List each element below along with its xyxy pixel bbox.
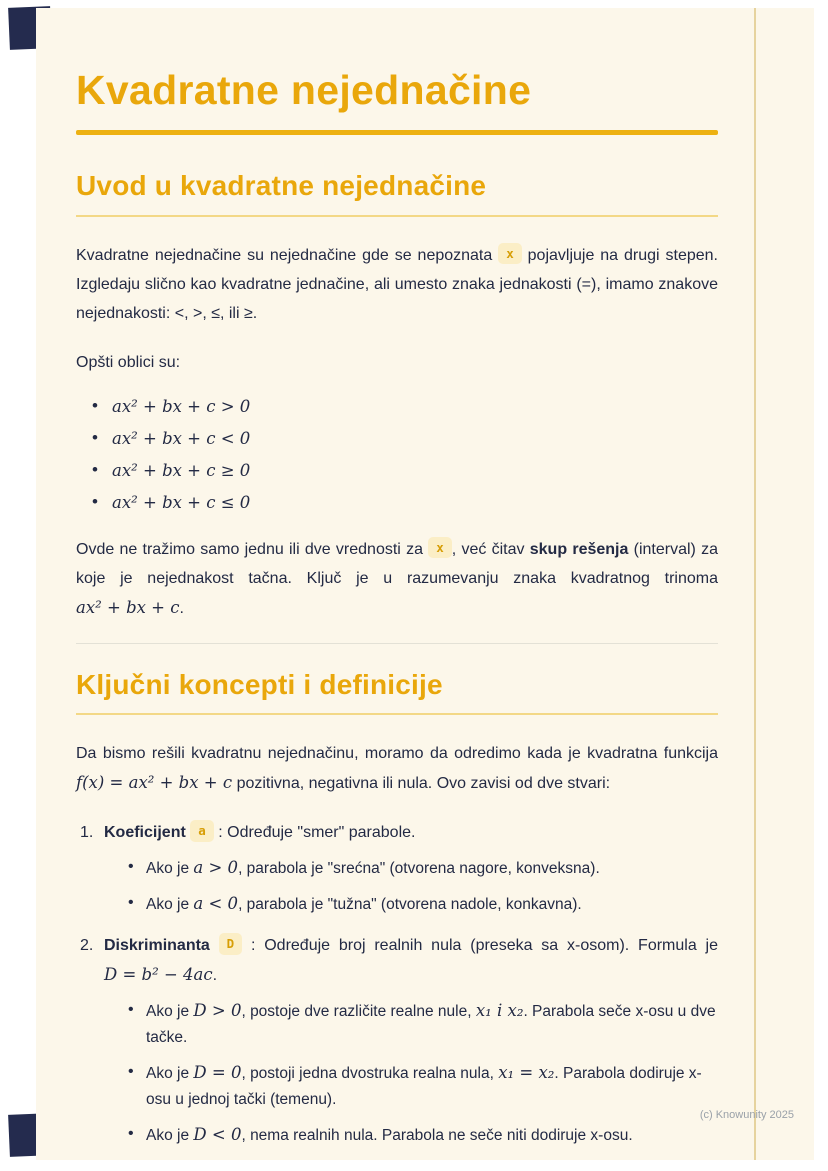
page-title: Kvadratne nejednačine: [76, 67, 532, 113]
item-number: 2.: [80, 937, 94, 955]
text-run: Ovde ne tražimo samo jednu ili dve vrednosti za: [76, 540, 423, 558]
text-run: pojavljuje na drugi stepen. Izgledaju slično kao kvadratne jednačine, ali umesto znaka jednakosti (=), imamo znakove nejednakosti: <, >, ≤, ili ≥.: [76, 246, 718, 322]
math-expression: ax² + bx + c ≤ 0: [112, 492, 251, 512]
forms-list: [76, 397, 718, 513]
math-expression: ax² + bx + c: [76, 597, 180, 617]
text-run: Ako je: [146, 1003, 190, 1021]
text-run: . Parabola seče x-osu u dve tačke.: [146, 1003, 716, 1047]
list-item: [128, 1060, 718, 1113]
numbered-item-koeficijent: [76, 818, 718, 927]
text-run: : Određuje broj realnih nula (preseka sa x-osom). Formula je: [250, 937, 718, 955]
text-run: Kvadratne nejednačine su nejednačine gde se nepoznata: [76, 246, 493, 264]
text-run: .: [179, 599, 184, 617]
text-run: (interval) za koje je nejednakost tačna. Ključ je u razumevanju znaka kvadratnog trinoma: [76, 540, 718, 587]
bold-text: Koeficijent: [104, 824, 186, 842]
paragraph-forms-intro: Opšti oblici su:: [76, 353, 181, 371]
text-run: , parabola je "tužna" (otvorena nadole, konkavna).: [238, 896, 582, 914]
list-item: [128, 1122, 718, 1149]
math-expression: ax² + bx + c > 0: [112, 396, 251, 416]
list-item: [92, 461, 718, 481]
bold-text: Diskriminanta: [104, 937, 210, 955]
text-run: Ako je: [146, 1065, 190, 1083]
math-expression: f(x) = ax² + bx + c: [76, 773, 233, 793]
item-lead: [104, 818, 718, 847]
margin-rule-line: [754, 8, 756, 1160]
math-expression: D < 0: [193, 1125, 242, 1145]
numbered-item-diskriminanta: [76, 931, 718, 1158]
math-expression: x₁ i x₂: [475, 1001, 524, 1021]
heading-underline: [76, 215, 718, 217]
item-number: 1.: [80, 824, 94, 842]
list-item: [92, 429, 718, 449]
list-item: [128, 855, 718, 882]
section-heading-koncepti: Ključni koncepti i definicije: [76, 668, 443, 700]
section-heading-uvod: Uvod u kvadratne nejednačine: [76, 169, 487, 201]
bold-text: skup rešenja: [529, 540, 629, 558]
text-run: pozitivna, negativna ili nula. Ovo zavisi od dve stvari:: [236, 775, 611, 793]
inline-chip-x: x: [498, 243, 522, 265]
list-item: [92, 493, 718, 513]
paragraph-concepts-intro: [76, 739, 718, 798]
item-body: [104, 818, 718, 927]
text-run: Ako je: [146, 1127, 190, 1145]
item-body: [104, 931, 718, 1158]
paragraph-solution-set: [76, 535, 718, 623]
inline-chip-x: x: [428, 537, 452, 559]
section-divider: [76, 643, 718, 644]
text-run: .: [212, 967, 218, 985]
text-run: , nema realnih nula. Parabola ne seče niti dodiruje x-osu.: [241, 1127, 633, 1145]
title-rule: [76, 130, 718, 135]
list-item: [128, 891, 718, 918]
inline-chip-d: D: [219, 933, 243, 955]
text-run: Ako je: [146, 896, 190, 914]
sub-list: [104, 855, 718, 918]
math-expression: D = b² − 4ac: [104, 965, 213, 985]
math-expression: a < 0: [193, 894, 239, 914]
list-item: [92, 397, 718, 417]
text-run: , postoji jedna dvostruka realna nula,: [241, 1065, 494, 1083]
text-run: , postoje dve različite realne nule,: [241, 1003, 472, 1021]
paragraph-intro: [76, 241, 718, 328]
list-item: [128, 998, 718, 1051]
footer-credit: (c) Knowunity 2025: [699, 1109, 794, 1121]
math-expression: ax² + bx + c < 0: [112, 428, 251, 448]
text-run: , već čitav: [451, 540, 525, 558]
heading-underline: [76, 713, 718, 715]
math-expression: x₁ = x₂: [498, 1063, 555, 1083]
math-expression: a > 0: [193, 858, 239, 878]
text-run: Da bismo rešili kvadratnu nejednačinu, moramo da odredimo kada je kvadratna funkcija: [76, 745, 718, 763]
text-run: , parabola je "srećna" (otvorena nagore, konveksna).: [238, 860, 600, 878]
text-run: . Parabola dodiruje x-osu u jednoj tački (temenu).: [146, 1065, 702, 1109]
inline-chip-a: a: [190, 820, 214, 842]
paper: [36, 8, 814, 1160]
text-run: : Određuje "smer" parabole.: [218, 824, 416, 842]
text-run: Ako je: [146, 860, 190, 878]
math-expression: D = 0: [193, 1063, 242, 1083]
item-lead: [104, 931, 718, 990]
math-expression: D > 0: [193, 1001, 242, 1021]
sub-list: [104, 998, 718, 1149]
math-expression: ax² + bx + c ≥ 0: [112, 460, 251, 480]
